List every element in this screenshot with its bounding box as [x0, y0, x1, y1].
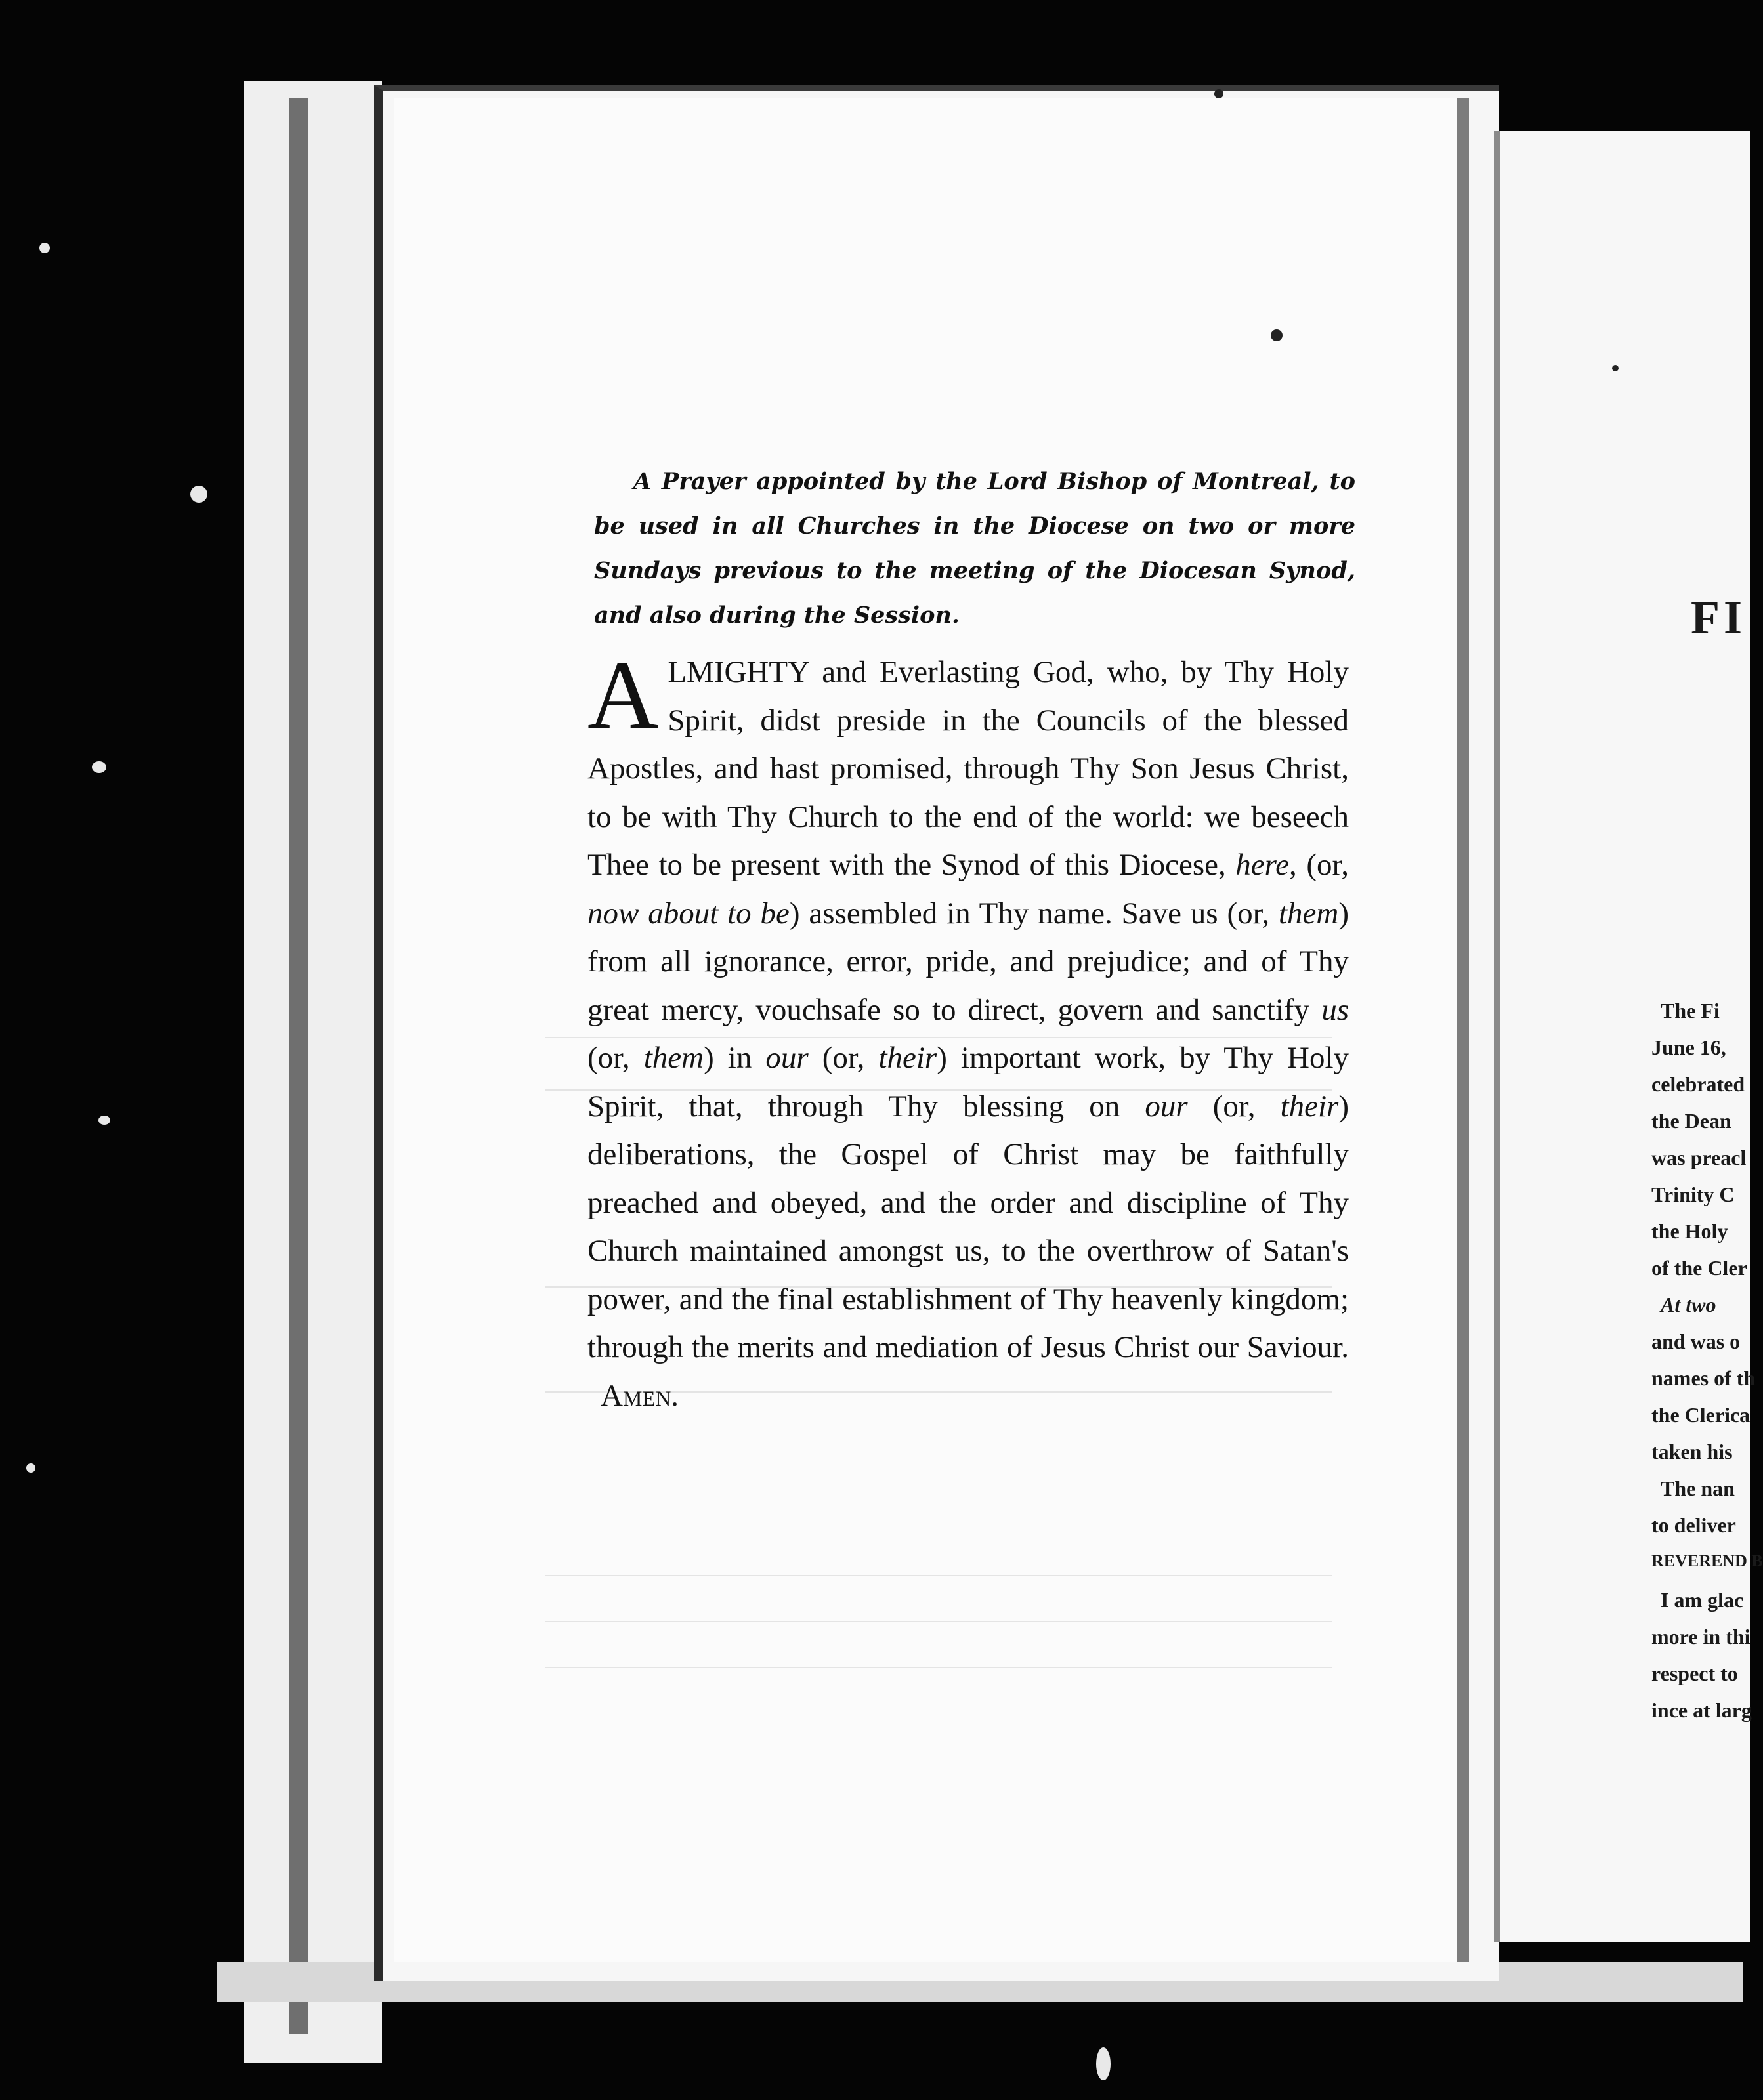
- facing-line: June 16,: [1651, 1036, 1726, 1059]
- facing-line: was preacl: [1651, 1146, 1747, 1169]
- show-through-line: [545, 1621, 1332, 1622]
- facing-line: respect to: [1651, 1662, 1738, 1685]
- facing-line: and was o: [1651, 1330, 1741, 1353]
- facing-line: I am glac: [1661, 1588, 1744, 1612]
- ink-spot: [1612, 365, 1619, 371]
- facing-line: of the Cler: [1651, 1256, 1747, 1280]
- prayer-text: ) from all ignorance, error, pride, and prejudice; and of Thy great mercy, vouchsafe so to direct, govern and sanctify: [587, 896, 1349, 1027]
- facing-line: At two: [1661, 1293, 1716, 1316]
- ink-spot: [1271, 329, 1283, 341]
- facing-line: taken his: [1651, 1440, 1733, 1463]
- show-through-line: [545, 1575, 1332, 1576]
- prayer-italic: us: [1321, 992, 1349, 1027]
- facing-line: to deliver: [1651, 1513, 1736, 1537]
- show-through-line: [545, 1667, 1332, 1668]
- prayer-italic: here: [1235, 848, 1290, 882]
- prayer-italic: now about to be: [587, 896, 790, 931]
- prayer-text: ) in: [704, 1041, 766, 1075]
- scan-speck: [98, 1116, 110, 1125]
- scan-speck: [1096, 2048, 1111, 2080]
- ink-spot: [1214, 89, 1223, 98]
- prayer-body: [587, 640, 1349, 1420]
- prayer-text: (or,: [1187, 1089, 1281, 1124]
- prayer-text: (or,: [808, 1041, 879, 1075]
- prayer-text: , (or,: [1289, 848, 1349, 882]
- facing-line: ince at larg: [1651, 1698, 1752, 1722]
- prayer-italic: them: [643, 1041, 704, 1075]
- drop-cap: A: [587, 640, 659, 749]
- amen: Amen.: [601, 1378, 679, 1413]
- prayer-italic: our: [1145, 1089, 1188, 1124]
- facing-line: The Fi: [1661, 999, 1720, 1022]
- scan-speck: [26, 1463, 35, 1473]
- prayer-text: (or,: [587, 1041, 644, 1075]
- facing-line: celebrated: [1651, 1072, 1745, 1096]
- prayer-text: LMIGHTY and Everlasting God, who, by Thy Holy Spirit, didst preside in the Councils of the blessed Apostles, and hast promised, through Thy Son Jesus Christ, to be with Thy Church to the end of the world: we beseech Thee to be present with the Synod of this Diocese,: [587, 655, 1349, 882]
- scan-speck: [92, 761, 106, 773]
- prayer-text: ) assembled in Thy name. Save us (or,: [789, 896, 1279, 931]
- facing-line: the Clerica: [1651, 1403, 1751, 1427]
- facing-line: the Dean: [1651, 1109, 1731, 1133]
- prayer-italic: their: [878, 1041, 937, 1075]
- facing-line: names of th: [1651, 1366, 1756, 1390]
- prayer-text: ) important work, by Thy Holy Spirit, that, through Thy blessing on: [587, 1041, 1349, 1124]
- facing-line: more in thi: [1651, 1625, 1751, 1648]
- prayer-text: ) deliberations, the Gospel of Christ may be faithfully preached and obeyed, and the order and discipline of Thy Church maintained amongst us, to the overthrow of Satan's power, and the final establishment of Thy heavenly kingdom; through the merits and mediation of Jesus Christ our Saviour.: [587, 1089, 1349, 1364]
- facing-page-header: FI: [1691, 591, 1746, 644]
- facing-line: The nan: [1661, 1477, 1735, 1500]
- facing-line: Trinity C: [1651, 1183, 1735, 1206]
- prayer-italic: them: [1278, 896, 1339, 931]
- left-page-edge: [244, 81, 382, 2063]
- prayer-italic: our: [765, 1041, 809, 1075]
- prayer-heading: A Prayer appointed by the Lord Bishop of Montreal, to be used in all Churches in the Diocese on two or more Sundays previous to the meeting of the Diocesan Synod, and also during the Session.: [594, 468, 1355, 629]
- facing-line: the Holy: [1651, 1219, 1728, 1243]
- facing-line: REVEREND B: [1651, 1551, 1763, 1570]
- left-page-shadow: [289, 98, 308, 2034]
- prayer-italic: their: [1280, 1089, 1339, 1124]
- scan-speck: [39, 243, 50, 253]
- scan-speck: [190, 486, 207, 503]
